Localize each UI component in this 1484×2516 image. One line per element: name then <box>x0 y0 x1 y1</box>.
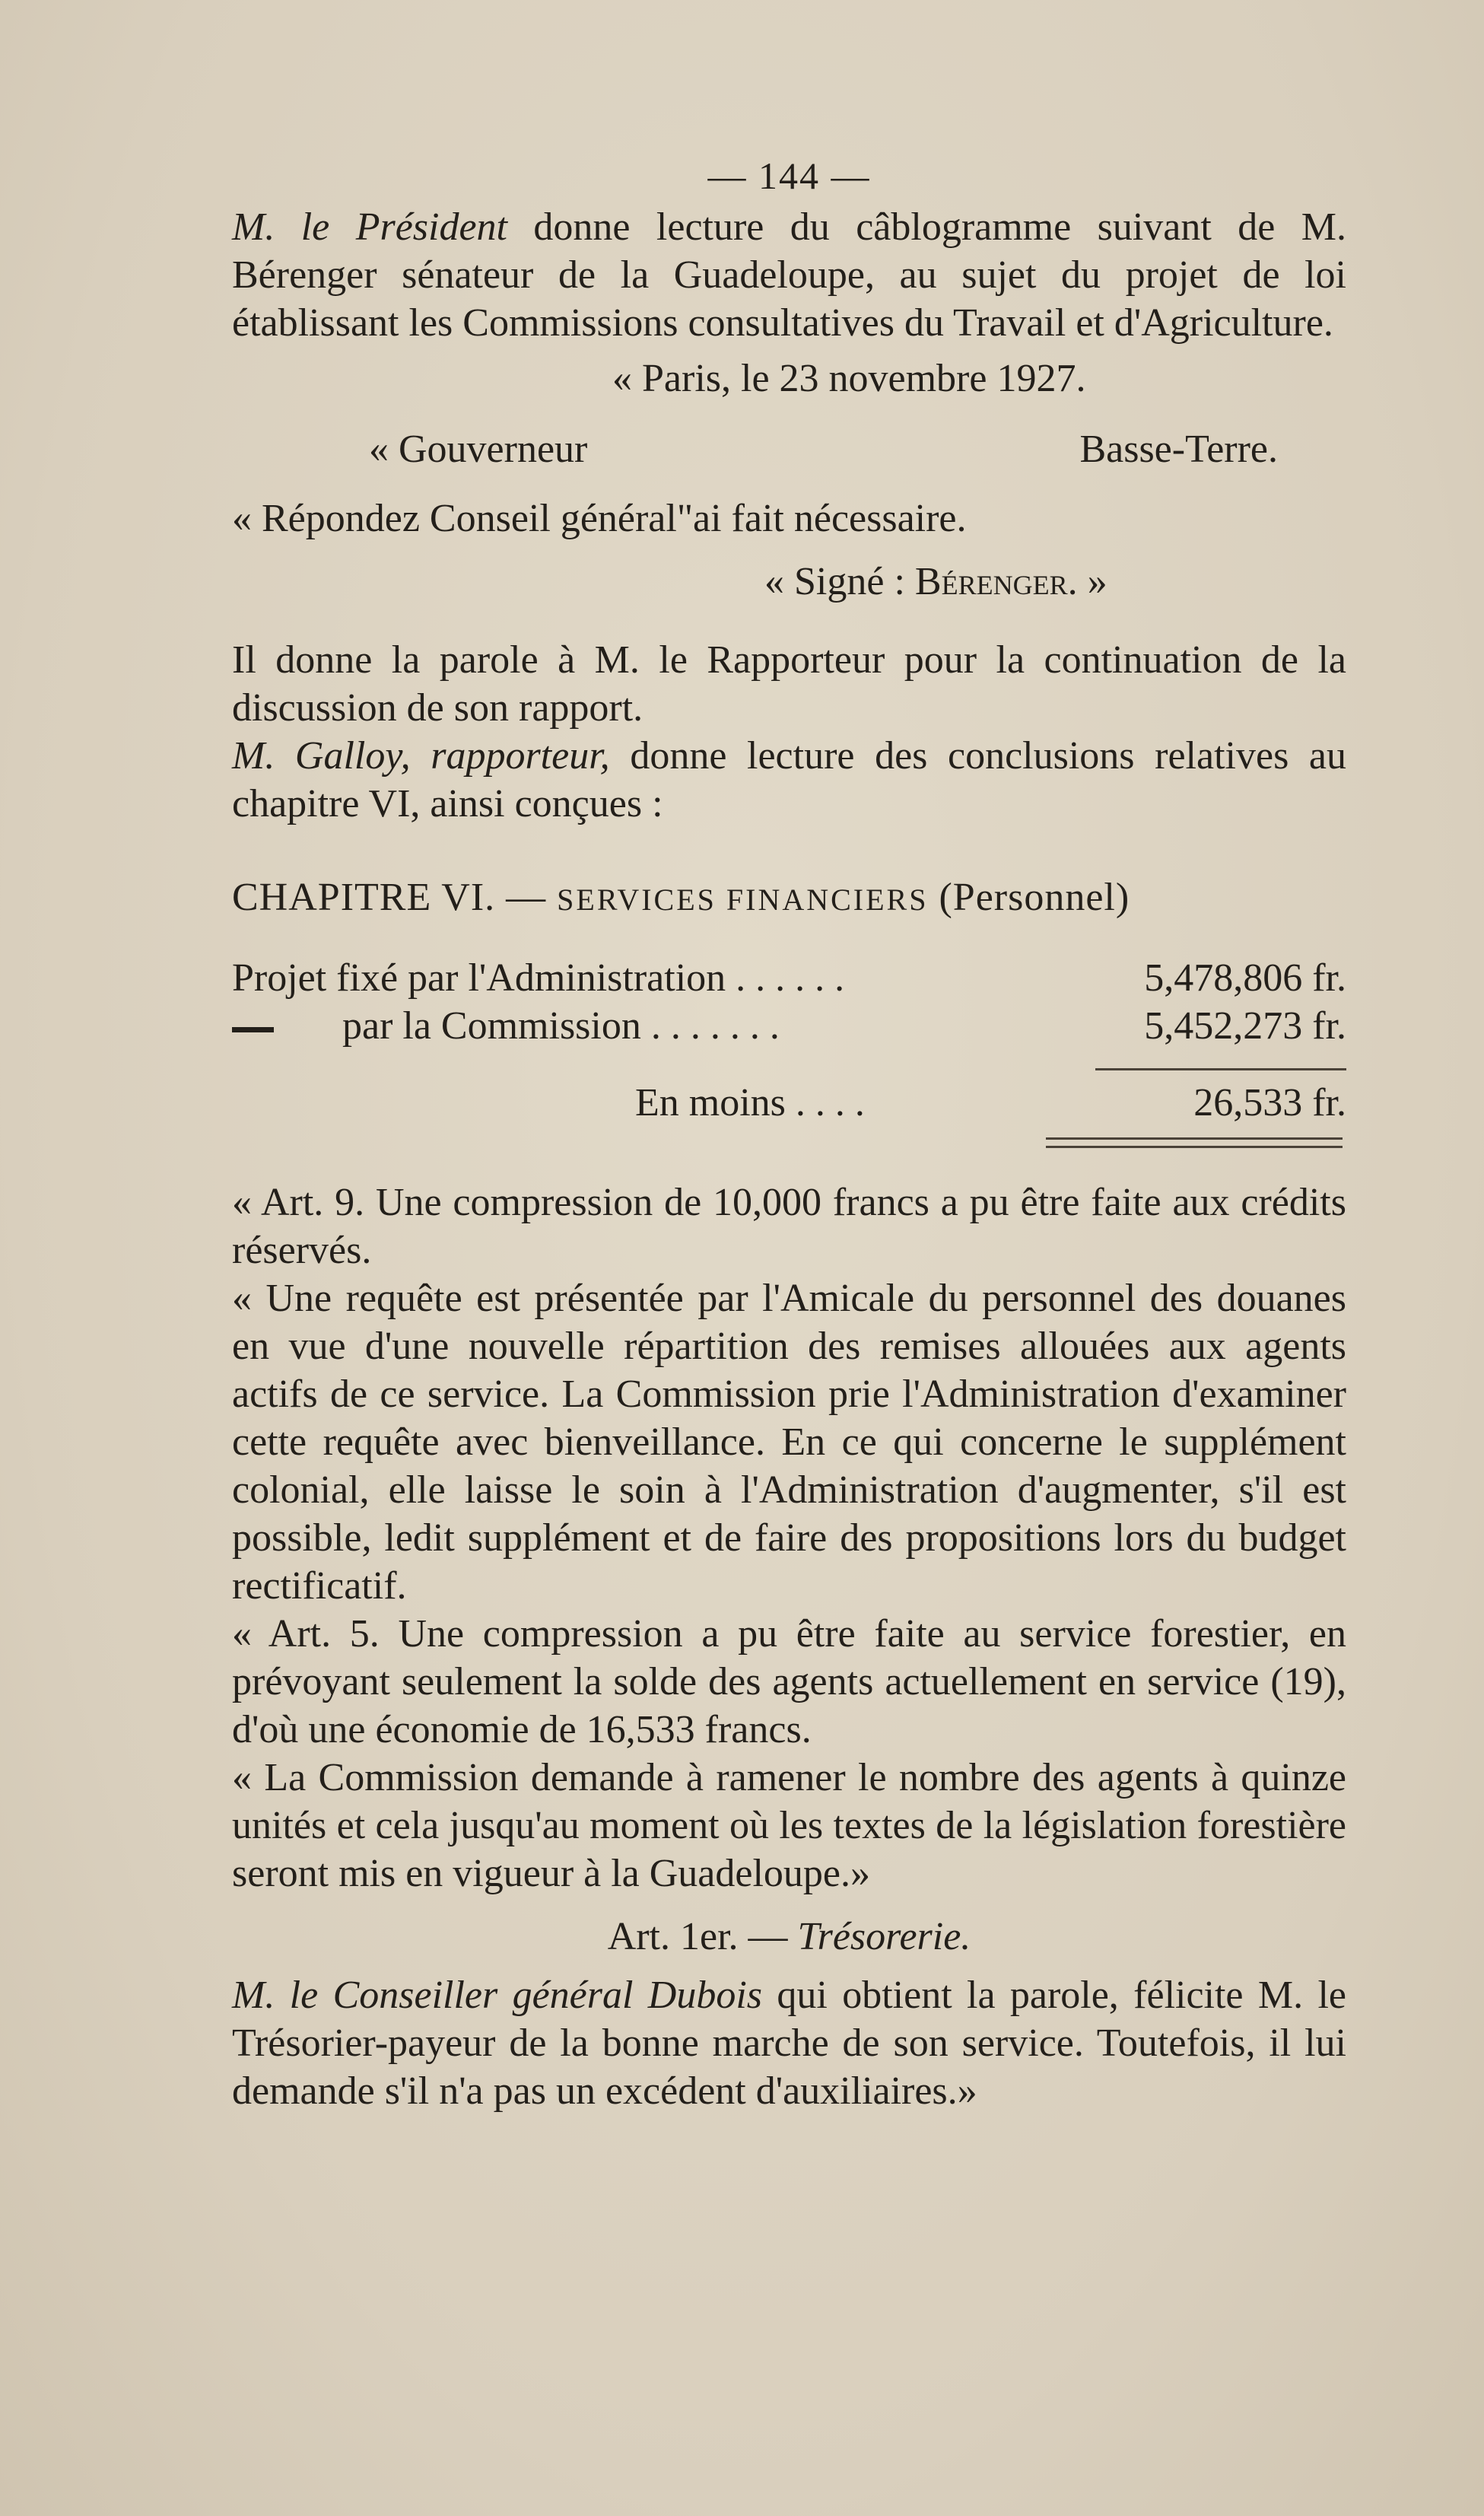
sum-rule <box>1095 1068 1346 1070</box>
double-rule-top <box>1046 1137 1343 1140</box>
article-heading: Art. 1er. — Trésorerie. <box>607 1915 971 1958</box>
telegram-date: « Paris, le 23 novembre 1927. <box>612 357 1086 400</box>
figure-label: par la Commission . . . . . . . <box>232 1002 780 1050</box>
chapter-number: CHAPITRE VI. <box>232 876 496 919</box>
paragraph-requete: « Une requête est présentée par l'Amicale du personnel des douanes en vue d'une nouvelle répartition des remises allouées aux agents actifs de ce service. La Commission prie l'Administration d'examiner cette requête avec bienveillance. En ce qui concerne le supplément colonial, elle laisse le soin à l'Administration d'augmenter, s'il est possible, ledit supplément et de faire des propositions lors du budget rectificatif. <box>232 1277 1346 1608</box>
page-number: — 144 — <box>707 154 871 197</box>
figure-row-commission <box>232 1002 1346 1050</box>
galloy-text: donne lecture des conclusions relatives au chapitre VI, ainsi conçues : <box>232 734 1346 825</box>
double-rule-bottom <box>1046 1146 1343 1148</box>
article-title: Trésorerie. <box>797 1915 971 1958</box>
page-body <box>232 152 1346 2115</box>
figure-label: Projet fixé par l'Administration . . . . . . <box>232 956 845 1000</box>
chapter-heading: CHAPITRE VI. — SERVICES FINANCIERS (Personnel) <box>232 876 1130 919</box>
chapter-title: SERVICES FINANCIERS <box>557 883 929 917</box>
telegram-address <box>232 425 1346 473</box>
paragraph-art9: « Art. 9. Une compression de 10,000 francs a pu être faite aux crédits réservés. <box>232 1181 1346 1272</box>
figure-value: 5,478,806 fr. <box>1144 956 1346 1000</box>
figure-row-administration <box>232 954 1346 1002</box>
budget-figures <box>232 954 1346 1148</box>
paragraph-art5: « Art. 5. Une compression a pu être faite au service forestier, en prévoyant seulement la solde des agents actuellement en service (19), d'où une économie de 16,533 francs. <box>232 1612 1346 1751</box>
figure-value: 26,533 fr. <box>1193 1081 1346 1124</box>
paragraph-galloy <box>232 732 1346 828</box>
telegram-signature: « Signé : Bérenger. » <box>764 560 1107 603</box>
figure-label: En moins . . . . <box>635 1081 865 1124</box>
paragraph-intro <box>232 203 1346 347</box>
paragraph-dubois <box>232 1971 1346 2115</box>
chapter-subtitle: (Personnel) <box>939 876 1130 919</box>
paragraph-parole: Il donne la parole à M. le Rapporteur pour la continuation de la discussion de son rapport. <box>232 638 1346 730</box>
figure-row-en-moins <box>232 1068 1346 1127</box>
speaker-galloy: M. Galloy, rapporteur, <box>232 734 610 778</box>
telegram-place: Basse-Terre. <box>1079 428 1278 471</box>
telegram-body: « Répondez Conseil général"ai fait nécessaire. <box>232 497 967 540</box>
speaker-president: M. le Président <box>232 205 507 249</box>
signature-name: Bérenger. <box>914 560 1078 603</box>
ditto-dash <box>232 1027 274 1032</box>
intro-text: donne lecture du câblogramme suivant de M. Bérenger sénateur de la Guadeloupe, au sujet du projet de loi établissant les Commissions consultatives du Travail et d'Agriculture. <box>232 205 1347 345</box>
speaker-dubois: M. le Conseiller général Dubois <box>232 1974 763 2017</box>
figure-value: 5,452,273 fr. <box>1144 1004 1346 1048</box>
telegram-to: « Gouverneur <box>369 428 588 471</box>
paragraph-commission: « La Commission demande à ramener le nombre des agents à quinze unités et cela jusqu'au moment où les textes de la législation forestière seront mis en vigueur à la Guadeloupe.» <box>232 1756 1346 1895</box>
dubois-text: qui obtient la parole, félicite M. le Trésorier-payeur de la bonne marche de son service. Toutefois, il lui demande s'il n'a pas un excédent d'auxiliaires.» <box>232 1974 1347 2113</box>
